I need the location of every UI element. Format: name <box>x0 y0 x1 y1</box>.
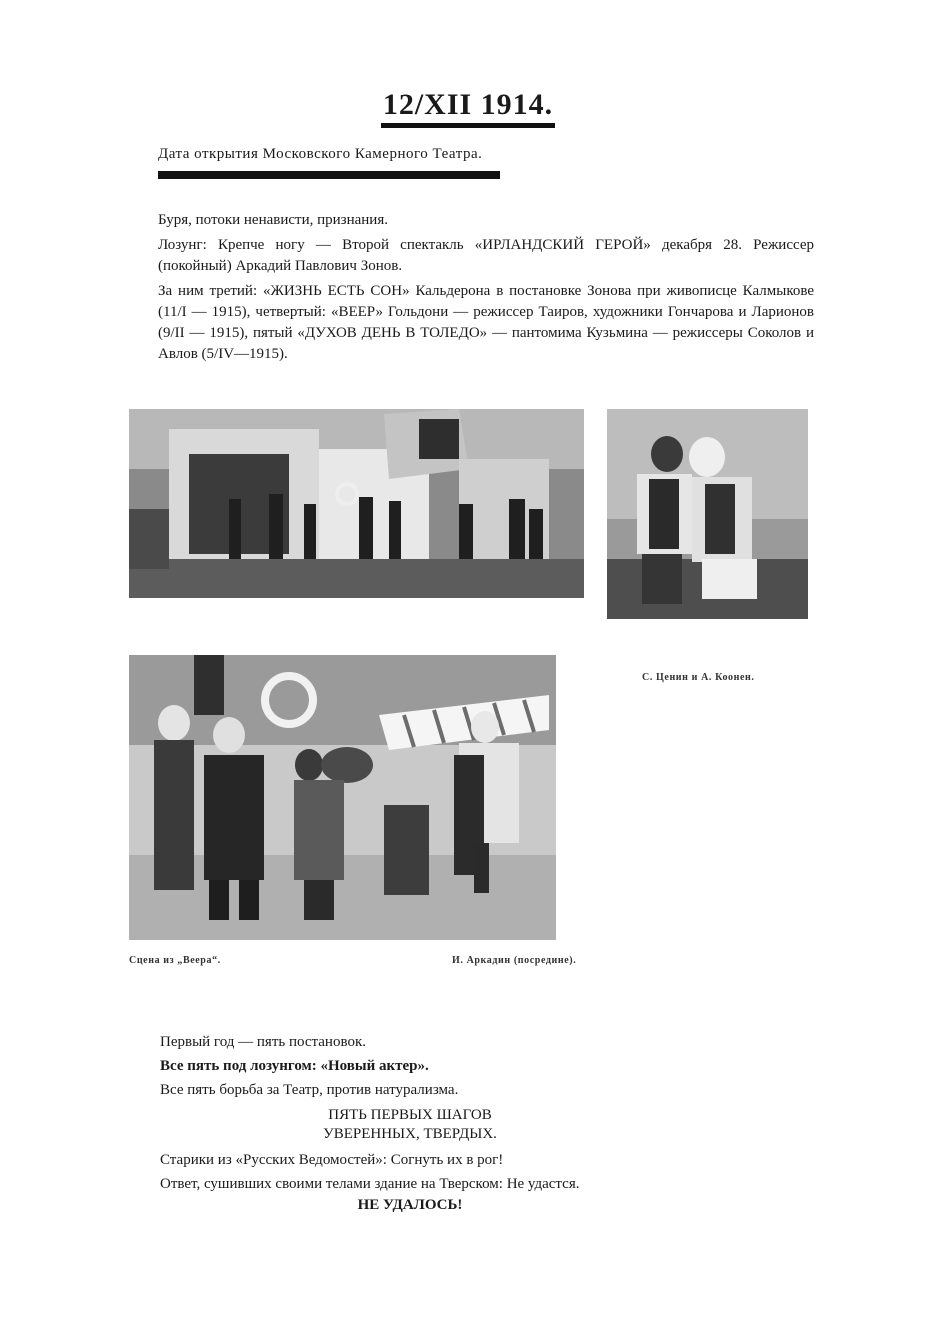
caption-arkadin: И. Аркадин (посредине). <box>452 955 577 966</box>
caption-koonen: С. Ценин и А. Коонен. <box>642 672 755 683</box>
outro-line-5: УВЕРЕННЫХ, ТВЕРДЫХ. <box>323 1126 497 1142</box>
page-title: 12/XII 1914. <box>382 88 554 121</box>
intro-paragraph-2: Лозунг: Крепче ногу — Второй спектакль «ИРЛАНДСКИЙ ГЕРОЙ» декабря 28. Режиссер (покойный) Аркадий Павлович Зонов. <box>158 237 814 274</box>
outro-text <box>160 1030 660 1215</box>
title-underline <box>381 123 555 128</box>
two-actors-image <box>607 409 808 619</box>
intro-text <box>158 210 814 369</box>
outro-line-3: Все пять борьба за Театр, против натурализма. <box>160 1082 459 1098</box>
outro-line-8: НЕ УДАЛОСЬ! <box>357 1197 463 1213</box>
caption-fan-scene: Сцена из „Веера“. <box>129 955 221 966</box>
intro-paragraph-3: За ним третий: «ЖИЗНЬ ЕСТЬ СОН» Кальдерона в постановке Зонова при живописце Калмыкове (11/I — 1915), четвертый: «ВЕЕР» Гольдони — режиссер Таиров, художники Гончарова и Ларионов (9/II — 1915), пятый «ДУХОВ ДЕНЬ В ТОЛЕДО» — пантомима Кузьмина — режиссеры Соколов и Авлов (5/IV—1915). <box>158 283 814 362</box>
intro-paragraph-1: Буря, потоки ненависти, признания. <box>158 212 388 228</box>
outro-line-4: ПЯТЬ ПЕРВЫХ ШАГОВ <box>328 1107 492 1123</box>
outro-line-2: Все пять под лозунгом: «Новый актер». <box>160 1058 429 1074</box>
outro-line-6: Старики из «Русских Ведомостей»: Согнуть их в рог! <box>160 1152 504 1168</box>
photo-two-actors <box>607 409 808 619</box>
subtitle: Дата открытия Московского Камерного Театра. <box>158 146 483 162</box>
subtitle-rule <box>158 171 500 179</box>
fan-scene-image <box>129 655 556 940</box>
photo-fan-scene <box>129 655 556 940</box>
photo-street-scene <box>129 409 584 598</box>
street-scene-image <box>129 409 584 598</box>
outro-line-7: Ответ, сушивших своими телами здание на Тверском: Не удастся. <box>160 1176 580 1192</box>
outro-line-1: Первый год — пять постановок. <box>160 1034 366 1050</box>
